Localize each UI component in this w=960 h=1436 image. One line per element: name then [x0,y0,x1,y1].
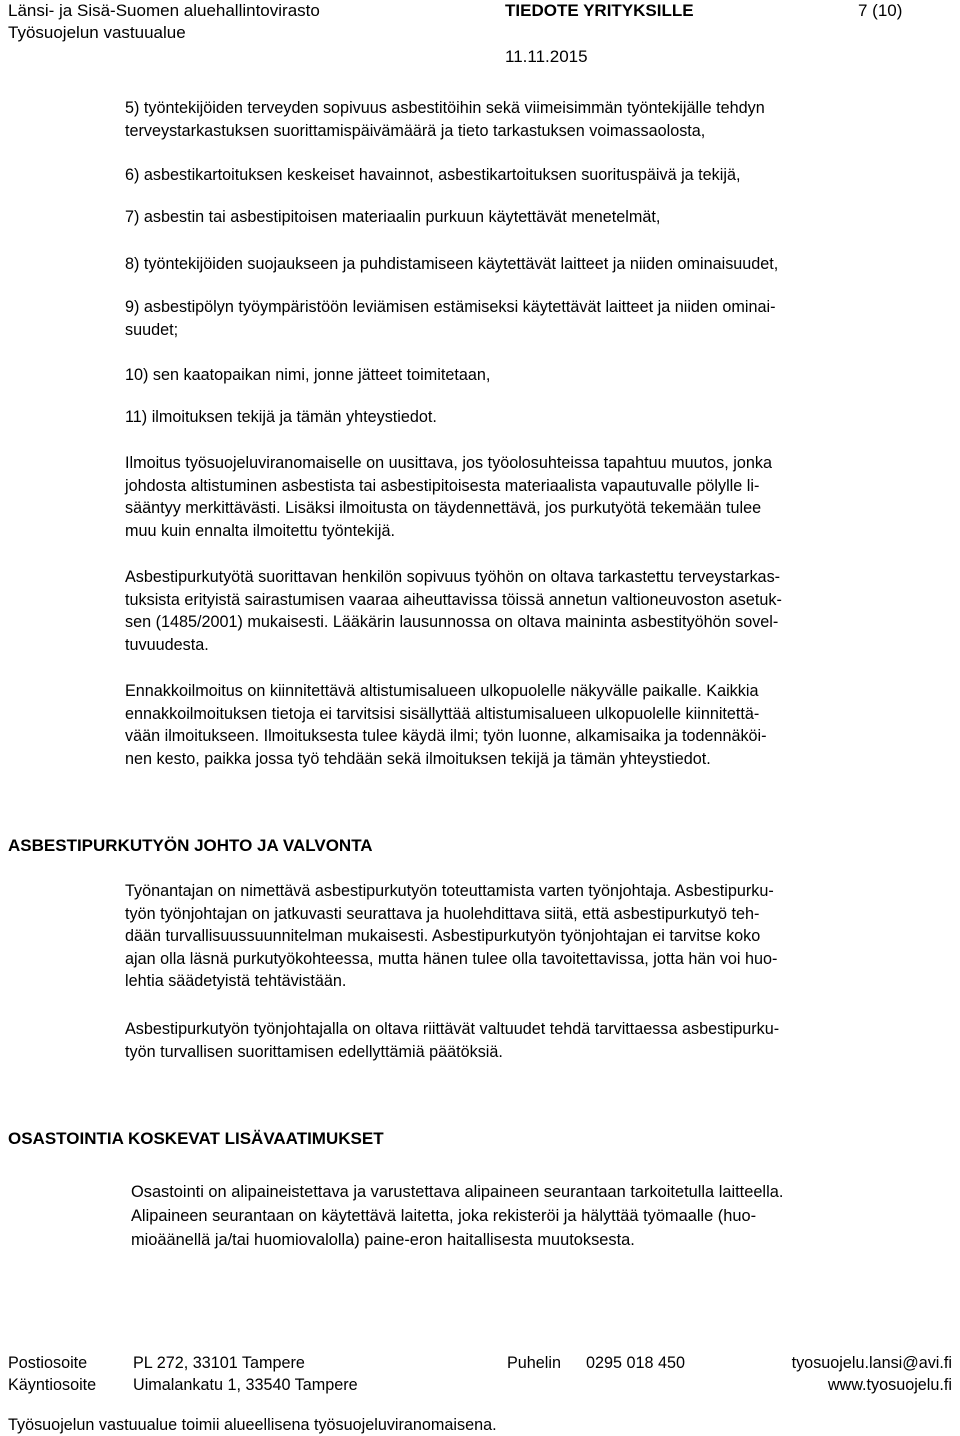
document-title: TIEDOTE YRITYKSILLE [505,1,694,20]
footer-visit-label: Käyntiosoite [8,1376,97,1394]
list-item-6 [125,164,955,187]
paragraph-line: ennakkoilmoituksen tietoja ei tarvitsisi sisällyttää altistumisalueen ulkopuolelle kiinnitettä- [125,704,760,723]
footer-email-link[interactable]: tyosuojelu.lansi@avi.fi [791,1354,952,1372]
paragraph-line: Alipaineen seurantaan on käytettävä laitetta, joka rekisteröi ja hälyttää työmaalle (huo- [131,1207,757,1225]
header-organization: Länsi- ja Sisä-Suomen aluehallintovirasto [8,1,320,20]
paragraph-health-suitability [125,566,955,656]
paragraph-line: tuksista erityistä sairastumisen vaaraa aiheuttavissa töissä annetun valtioneuvoston asetuk- [125,590,782,609]
footer-web-link[interactable]: www.tyosuojelu.fi [827,1376,952,1394]
paragraph-line: Asbestipurkutyötä suorittavan henkilön sopivuus työhön on oltava tarkastettu terveystarkas- [125,568,781,586]
section-heading-supervision: ASBESTIPURKUTYÖN JOHTO JA VALVONTA [8,836,373,855]
list-item-line: terveystarkastuksen suorittamispäivämäärä ja tieto tarkastuksen voimassaolosta, [125,121,706,140]
list-item-line: 9) asbestipölyn työympäristöön leviämisen estämiseksi käytettävät laitteet ja niiden ominai- [125,298,776,316]
paragraph-line: johdosta altistuminen asbestista tai asbestipitoisesta materiaalista vapautuvalle pölylle li- [125,476,760,495]
paragraph-compartment [131,1180,960,1252]
list-item-line: 6) asbestikartoituksen keskeiset havainnot, asbestikartoituksen suorituspäivä ja tekijä, [125,166,741,184]
footer-post-address: PL 272, 33101 Tampere [133,1354,305,1372]
paragraph-line: työn työnjohtajan on jatkuvasti seurattava ja huolehdittava siitä, että asbestipurkutyö teh- [125,904,760,923]
paragraph-supervisor-authority [125,1018,955,1063]
list-item-line: 11) ilmoituksen tekijä ja tämän yhteystiedot. [125,408,437,426]
section-heading-compartment: OSASTOINTIA KOSKEVAT LISÄVAATIMUKSET [8,1129,384,1148]
paragraph-supervisor [125,880,955,993]
list-item-9 [125,296,955,341]
list-item-7 [125,206,955,229]
footer-note: Työsuojelun vastuualue toimii alueellisena työsuojeluviranomaisena. [8,1416,497,1434]
list-item-line: 5) työntekijöiden terveyden sopivuus asbestitöihin sekä viimeisimmän työntekijälle tehdyn [125,99,765,117]
paragraph-line: dään turvallisuussuunnitelman mukaisesti. Asbestipurkutyön työnjohtajan ei tarvitse koko [125,927,761,945]
paragraph-line: Osastointi on alipaineistettava ja varustettava alipaineen seurantaan tarkoitetulla laitteella. [131,1183,784,1201]
footer-phone-number: 0295 018 450 [586,1354,686,1372]
list-item-line: 10) sen kaatopaikan nimi, jonne jätteet toimitetaan, [125,366,491,384]
list-item-11 [125,406,955,429]
paragraph-line: Työnantajan on nimettävä asbestipurkutyön toteuttamista varten työnjohtaja. Asbestipurku- [125,882,774,900]
paragraph-advance-notice [125,680,955,770]
header-unit: Työsuojelun vastuualue [8,23,186,42]
paragraph-line: sääntyy merkittävästi. Lisäksi ilmoitusta on täydennettävä, jos purkutyötä tekemään tulee [125,499,762,517]
paragraph-line: Ennakkoilmoitus on kiinnitettävä altistumisalueen ulkopuolelle näkyvälle paikalle. Kaikkia [125,682,759,700]
paragraph-line: Asbestipurkutyön työnjohtajalla on oltava riittävät valtuudet tehdä tarvittaessa asbestipurku- [125,1020,780,1038]
list-item-8 [125,253,955,276]
list-item-line: 8) työntekijöiden suojaukseen ja puhdistamiseen käytettävät laitteet ja niiden ominaisuudet, [125,255,779,273]
list-item-5 [125,97,955,142]
list-item-line: 7) asbestin tai asbestipitoisen materiaalin purkuun käytettävät menetelmät, [125,208,661,226]
footer-visit-address: Uimalankatu 1, 33540 Tampere [133,1376,358,1394]
list-item-line: suudet; [125,320,179,339]
list-item-10 [125,364,955,387]
footer-phone-label: Puhelin [507,1354,562,1372]
paragraph-line: ajan olla läsnä purkutyökohteessa, mutta hänen tulee olla tavoitettavissa, jotta hän voi huo- [125,949,778,968]
paragraph-line: muu kuin ennalta ilmoitettu työntekijä. [125,521,395,540]
paragraph-line: nen kesto, paikka jossa työ tehdään sekä ilmoituksen tekijä ja tämän yhteystiedot. [125,749,711,768]
footer-post-label: Postiosoite [8,1354,88,1372]
paragraph-line: lehtia säädetyistä tehtävistään. [125,972,347,990]
paragraph-line: mioäänellä ja/tai huomiovalolla) paine-eron haitallisesta muutoksesta. [131,1231,635,1249]
paragraph-line: sen (1485/2001) mukaisesti. Lääkärin lausunnossa on oltava maininta asbestityöhön sovel- [125,613,779,631]
paragraph-line: työn turvallisen suorittamisen edellyttämiä päätöksiä. [125,1042,503,1061]
page-number: 7 (10) [858,1,903,20]
paragraph-notification-update [125,452,955,542]
document-date: 11.11.2015 [505,47,588,66]
paragraph-line: Ilmoitus työsuojeluviranomaiselle on uusittava, jos työolosuhteissa tapahtuu muutos, jonka [125,454,772,472]
paragraph-line: vään ilmoitukseen. Ilmoituksesta tulee käydä ilmi; työn luonne, alkamisaika ja todennäköi- [125,727,767,745]
paragraph-line: tuvuudesta. [125,635,209,654]
